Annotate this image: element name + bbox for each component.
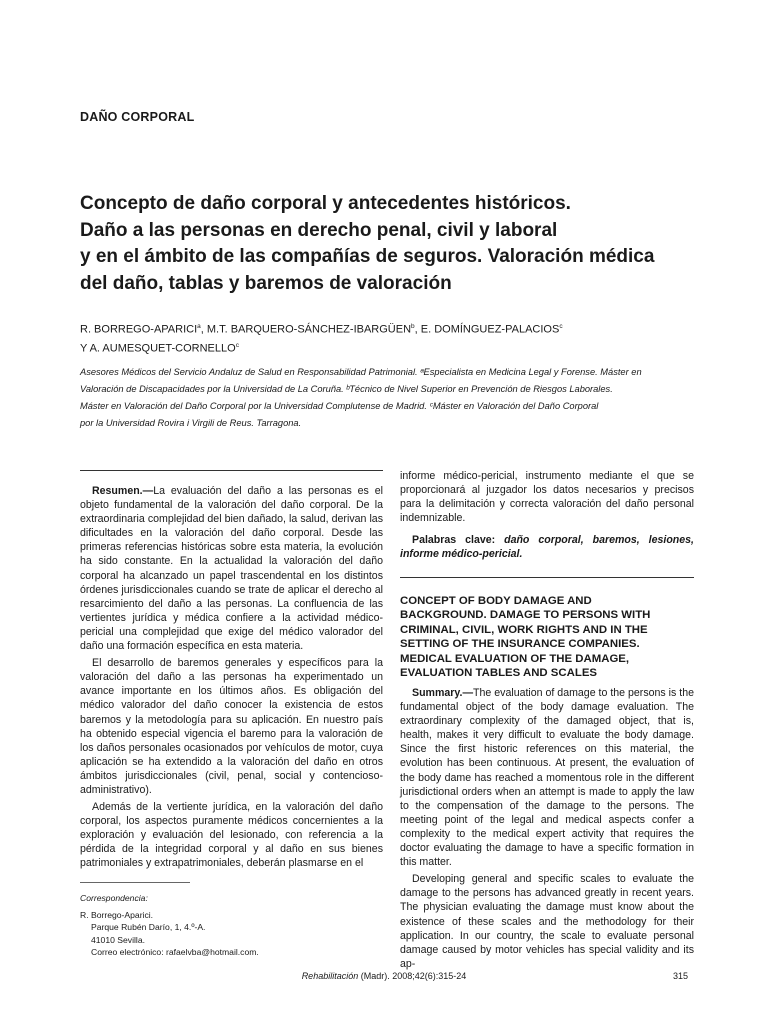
english-title-line: EVALUATION TABLES AND SCALES	[400, 667, 598, 680]
summary-label: Summary.—	[412, 687, 474, 699]
title-line: Daño a las personas en derecho penal, civil y laboral	[80, 219, 558, 241]
title-line: y en el ámbito de las compañías de seguros. Valoración médica	[80, 246, 655, 267]
correspondence-address: 41010 Sevilla.	[91, 934, 145, 945]
resumen-paragraph: La evaluación del daño a las personas es el objeto fundamental de la valoración del daño corporal. De la extraordinaria complejidad del bien dañado, la salud, derivan las dificultades en la valoración del daño corporal. Desde las primeras referencias históricas sobre esta materia, la evolución ha sido constante. En la actualidad la valoración del daño corporal ha alcanzado un papel trascendental en los distintos órdenes jurisdiccionales cuando se trate de aplicar el derecho al resarcimiento del daño a las personas. La confluencia de las vertientes jurídica y médica confiere a la actividad médico-pericial una complejidad que exige del médico valorador del daño una formación específica en esta materia.	[80, 485, 383, 653]
english-title-line: BACKGROUND. DAMAGE TO PERSONS WITH	[400, 609, 651, 622]
resumen-paragraph: informe médico-pericial, instrumento mediante el que se proporcionará al juzgador los datos necesarios y precisos para la delimitación y correcta valoración del daño personal indemnizable.	[400, 470, 694, 525]
english-title-line: CRIMINAL, CIVIL, WORK RIGHTS AND IN THE	[400, 623, 648, 636]
english-title-line: SETTING OF THE INSURANCE COMPANIES.	[400, 638, 640, 651]
resumen-label: Resumen.—	[92, 485, 154, 497]
summary-english-column	[400, 686, 694, 974]
page-number: 315	[672, 971, 688, 981]
english-title-line: CONCEPT OF BODY DAMAGE AND	[400, 595, 592, 607]
author-name: R. BORREGO-APARICI	[80, 323, 198, 336]
abstract-spanish-column	[80, 484, 383, 874]
correspondence-address: Parque Rubén Darío, 1, 4.º-A.	[91, 922, 206, 933]
summary-paragraph: The evaluation of damage to the persons is the fundamental object of the body damage evaluation. The extraordinary complexity of the damaged object, that is, health, makes it very difficult to evaluate the body damage. Since the first historic references on this material, the evolution has been continuous. At present, the evaluation of the body dame has reached a momentous role in the different jurisdictional orders when an attempt is made to apply the law to the compensation of the damage to the persons. The meeting point of the legal and medical aspects confer a complexity to the medical expert activity that requires the doctor evaluating the damage to have a specific formation in this matter.	[400, 687, 694, 869]
correspondence-block	[80, 892, 380, 958]
author-name: , M.T. BARQUERO-SÁNCHEZ-IBARGÜEN	[200, 323, 412, 336]
resumen-paragraph: El desarrollo de baremos generales y específicos para la valoración del daño a las personas ha experimentado un avance importante en los últimos años. Es obligación del médico valorador del daño conocer la existencia de estos baremos y la metodología para su aplicación. En nuestro país ha obtenido especial vigencia el baremo para la valoración de los daños personales ocasionados por vehículos de motor, cuya aplicación se ha extendido a la valoración del daño en otros ámbitos jurisdiccionales (civil, penal, social y contencioso-administrativo).	[80, 657, 383, 796]
affiliation-line: Máster en Valoración del Daño Corporal por la Universidad Complutense de Madrid. ᶜMáster en Valoración del Daño Corporal	[80, 401, 599, 411]
english-title	[400, 594, 700, 680]
author-list: R. BORREGO-APARICI$^a$, M.T. BARQUERO-SÁNCHEZ-IBARGÜEN$^b$, E. DOMÍNGUEZ-PALACIOS$^c$ Y A. AUMESQUET-CORNELLO$^c$	[80, 323, 563, 355]
keywords: daño corporal, baremos, lesiones, informe médico-pericial.	[400, 534, 694, 561]
correspondence-email: Correo electrónico: rafaelvba@hotmail.com.	[91, 946, 259, 957]
right-column-rule	[400, 577, 694, 578]
author-name: Y A. AUMESQUET-CORNELLO	[80, 342, 236, 355]
summary-paragraph: Developing general and specific scales to evaluate the damage to the persons has advanced greatly in recent years. The physician evaluating the damage must know about the existence of these scales and the methodology for their application. In our country, the scale to evaluate personal damage caused by motor vehicles has special validity and its ap-	[400, 873, 694, 970]
abstract-continuation-column	[400, 469, 694, 565]
affiliations	[80, 364, 660, 432]
resumen-paragraph: Además de la vertiente jurídica, en la valoración del daño corporal, los aspectos puramente médicos concernientes a la exploración y evaluación del lesionado, con referencia a la pérdida de la integridad corporal y al daño en sus bienes patrimoniales y extrapatrimoniales, deberán plasmarse en el	[80, 801, 383, 870]
affiliation-line: Asesores Médicos del Servicio Andaluz de Salud en Responsabilidad Patrimonial. ᵃEspecialista en Medicina Legal y Forense. Máster en	[80, 367, 642, 377]
title-line: del daño, tablas y baremos de valoración	[80, 272, 452, 294]
title-line: Concepto de daño corporal y antecedentes históricos.	[80, 193, 571, 214]
left-column-top-rule	[80, 470, 383, 471]
article-title	[80, 191, 700, 297]
correspondence-name: R. Borrego-Aparici.	[80, 910, 154, 921]
keywords-label: Palabras clave:	[412, 534, 505, 547]
journal-citation: Rehabilitación (Madr). 2008;42(6):315-24	[301, 971, 467, 981]
author-name: , E. DOMÍNGUEZ-PALACIOS	[414, 323, 560, 336]
correspondence-label: Correspondencia:	[80, 893, 148, 903]
journal-name: Rehabilitación	[301, 971, 359, 981]
correspondence-rule	[80, 882, 190, 883]
section-label: DAÑO CORPORAL	[80, 110, 195, 124]
english-title-line: MEDICAL EVALUATION OF THE DAMAGE,	[400, 652, 630, 665]
affiliation-line: por la Universidad Rovira i Virgili de Reus. Tarragona.	[80, 418, 302, 428]
affiliation-line: Valoración de Discapacidades por la Universidad de La Coruña. ᵇTécnico de Nivel Superior en Prevención de Riesgos Laborales.	[80, 384, 613, 394]
